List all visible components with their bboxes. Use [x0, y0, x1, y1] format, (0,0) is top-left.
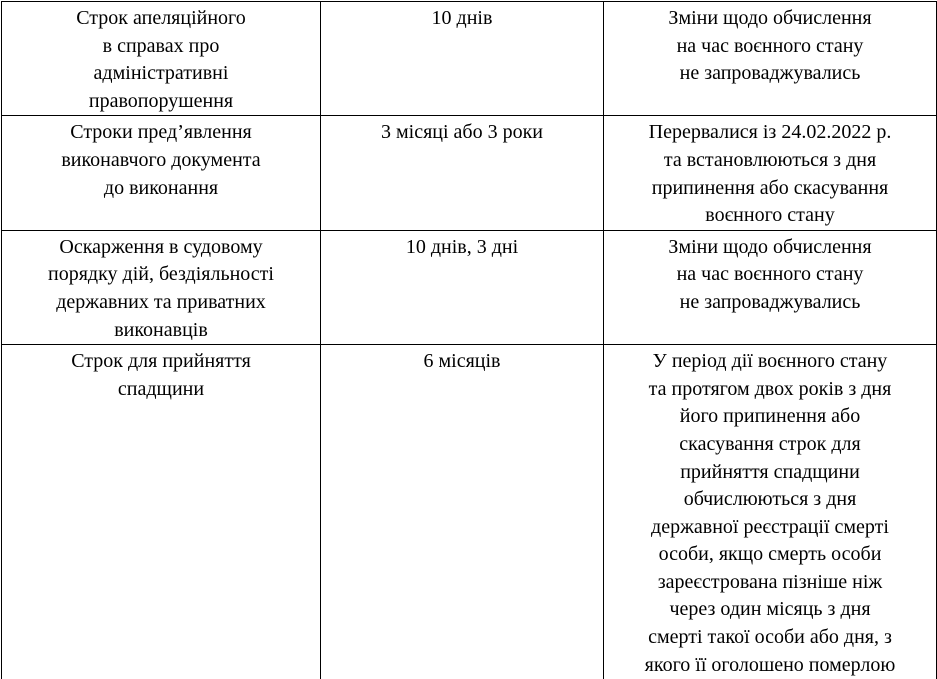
change-cell: Зміни щодо обчислення на час воєнного стану не запроваджувались	[604, 230, 937, 344]
duration-cell: 10 днів	[321, 2, 604, 116]
change-cell: Зміни щодо обчислення на час воєнного стану не запроваджувались	[604, 2, 937, 116]
table-row	[2, 230, 937, 344]
deadlines-table	[1, 1, 937, 679]
duration-cell: 6 місяців	[321, 345, 604, 679]
duration-cell: 10 днів, 3 дні	[321, 230, 604, 344]
duration-cell: 3 місяці або 3 роки	[321, 116, 604, 230]
change-cell: Перервалися із 24.02.2022 р. та встановлюються з дня припинення або скасування воєнного стану	[604, 116, 937, 230]
table-row	[2, 345, 937, 679]
term-cell: Строк для прийняття спадщини	[2, 345, 321, 679]
term-cell: Строки пред’явлення виконавчого документа до виконання	[2, 116, 321, 230]
term-cell: Строк апеляційного в справах про адміністративні правопорушення	[2, 2, 321, 116]
table-row	[2, 116, 937, 230]
change-cell: У період дії воєнного стану та протягом двох років з дня його припинення або скасування строк для прийняття спадщини обчислюються з дня державної реєстрації смерті особи, якщо смерть особи зареєстрована пізніше ніж через один місяць з дня смерті такої особи або дня, з якого її оголошено померлою	[604, 345, 937, 679]
term-cell: Оскарження в судовому порядку дій, бездіяльності державних та приватних виконавців	[2, 230, 321, 344]
table-row	[2, 2, 937, 116]
